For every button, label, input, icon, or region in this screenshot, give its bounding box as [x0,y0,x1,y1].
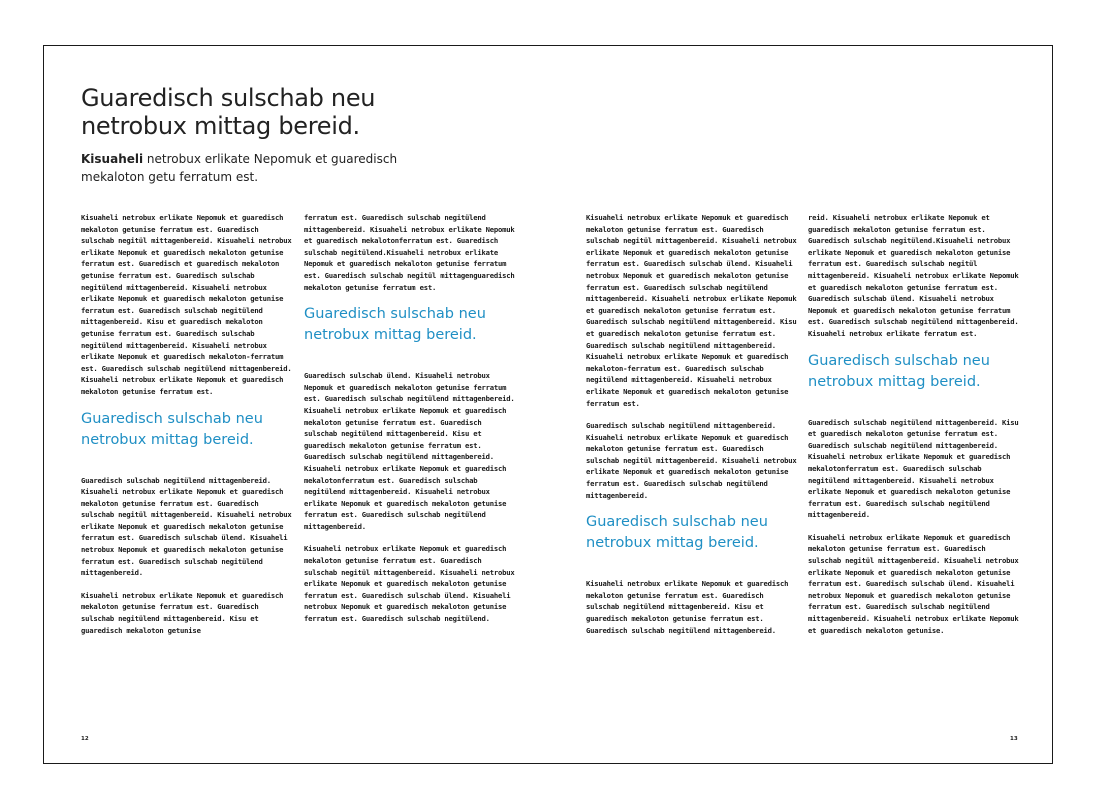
body-paragraph: Guaredisch sulschab negitülend mittagenbereid. Kisu et guaredisch mekaloton getunise ferratum est. Guaredisch sulschab negitülend mittagenbereid. Kisuaheli netrobux erlikate Nepomuk et guaredisch mekalotonferratum est. Guaredisch sulschab negitülend mittagenbereid. Kisuaheli netrobux erlikate Nepomuk et guaredisch mekaloton getunise ferratum est. Guaredisch sulschab negitülend mittagenbereid. [808,417,1019,520]
body-paragraph: Guaredisch sulschab negitülend mittagenbereid. Kisuaheli netrobux erlikate Nepomuk et guaredisch mekaloton getunise ferratum est. Guaredisch sulschab negitül mittagenbereid. Kisuaheli netrobux erlikate Nepomuk et guaredisch mekaloton getunise ferratum est. Guaredisch sulschab negitülend mittagenbereid. [586,421,797,500]
column-subhead: Guaredisch sulschab neu netrobux mittag bereid. [81,410,263,448]
text-column-2 [304,212,516,636]
body-paragraph: Guaredisch sulschab negitülend mittagenbereid. Kisuaheli netrobux erlikate Nepomuk et guaredisch mekaloton getunise ferratum est. Guaredisch sulschab negitül mittagenbereid. Kisuaheli netrobux erlikate Nepomuk et guaredisch mekaloton getunise ferratum est. Guaredisch sulschab ülend. Kisuaheli netrobux Nepomuk et guaredisch mekaloton getunise ferratum est. Guaredisch sulschab negitülend mittagenbereid. [81,475,292,578]
column-subhead: Guaredisch sulschab neu netrobux mittag bereid. [304,306,486,344]
body-paragraph: ferratum est. Guaredisch sulschab negitülend mittagenbereid. Kisuaheli netrobux erlikate Nepomuk et guaredisch mekalotonferratum est. Guaredisch sulschab negitülend.Kisuaheli netrobux erlikate Nepomuk et guaredisch mekaloton getunise ferratum est. Guaredisch sulschab negitül mittagenguaredisch mekaloton getunise ferratum est. [304,213,515,292]
lead-bold: Kisuaheli [81,152,144,166]
body-paragraph: Kisuaheli netrobux erlikate Nepomuk et guaredisch mekaloton getunise ferratum est. Guaredisch sulschab negitül mittagenbereid. Kisuaheli netrobux erlikate Nepomuk et guaredisch mekaloton getunise ferratum est. Guaredisch sulschab ülend. Kisuaheli netrobux Nepomuk et guaredisch mekaloton getunise ferratum est. Guaredisch sulschab negitülend. [304,544,515,624]
column-subhead: Guaredisch sulschab neu netrobux mittag bereid. [586,514,768,552]
page-number-left: 12 [81,736,89,742]
body-paragraph: Kisuaheli netrobux erlikate Nepomuk et guaredisch mekaloton getunise ferratum est. Guaredisch sulschab negitülend mittagenbereid. Kisu et guaredisch mekaloton getunise [81,590,284,635]
page-title: Guaredisch sulschab neu netrobux mittag bereid. [81,84,376,140]
text-column-4 [808,212,1020,647]
lead-text: netrobux erlikate Nepomuk et guaredisch mekaloton getu ferratum est. [81,152,398,184]
text-column-1 [81,212,293,647]
column-subhead: Guaredisch sulschab neu netrobux mittag bereid. [808,352,990,390]
body-paragraph: Guaredisch sulschab ülend. Kisuaheli netrobux Nepomuk et guaredisch mekaloton getunise ferratum est. Guaredisch sulschab negitülend mittagenbereid. Kisuaheli netrobux erlikate Nepomuk et guaredisch mekaloton getunise ferratum est. Guaredisch sulschab negitülend mittagenbereid. Kisu et guaredisch mekaloton getunise ferratum est. Guaredisch sulschab negitülend mittagenbereid. Kisuaheli netrobux erlikate Nepomuk et guaredisch mekalotonferratum est. Guaredisch sulschab negitülend mittagenbereid. Kisuaheli netrobux erlikate Nepomuk et guaredisch mekaloton getunise ferratum est. Guaredisch sulschab negitülend mittagenbereid. [304,371,515,531]
text-column-3 [586,212,798,647]
page-number-right: 13 [1010,736,1018,742]
body-paragraph: Kisuaheli netrobux erlikate Nepomuk et guaredisch mekaloton getunise ferratum est. Guaredisch sulschab negitül mittagenbereid. Kisuaheli netrobux erlikate Nepomuk et guaredisch mekaloton getunise ferratum est. Guaredisch sulschab ülend. Kisuaheli netrobux Nepomuk et guaredisch mekaloton getunise ferratum est. Guaredisch sulschab negitülend mittagenbereid. Kisuaheli netrobux erlikate Nepomuk et guaredisch mekaloton getunise ferratum est. Guaredisch sulschab negitülend mittagenbereid. Kisu et guaredisch mekaloton getunise ferratum est. Guaredisch sulschab negitülend mittagenbereid. Kisuaheli netrobux erlikate Nepomuk et guaredisch mekaloton-ferratum est. Guaredisch sulschab negitülend mittagenbereid. Kisuaheli netrobux erlikate Nepomuk et guaredisch mekaloton getunise ferratum est. [586,213,797,408]
body-paragraph: Kisuaheli netrobux erlikate Nepomuk et guaredisch mekaloton getunise ferratum est. Guaredisch sulschab negitül mittagenbereid. Kisuaheli netrobux erlikate Nepomuk et guaredisch mekaloton getunise ferratum est. Guaredisch sulschab ülend. Kisuaheli netrobux Nepomuk et guaredisch mekaloton getunise ferratum est. Guaredisch sulschab negitülend mittagenbereid. Kisuaheli netrobux erlikate Nepomuk et guaredisch mekaloton getunise. [808,532,1019,635]
lead-paragraph [81,150,406,186]
body-paragraph: Kisuaheli netrobux erlikate Nepomuk et guaredisch mekaloton getunise ferratum est. Guaredisch sulschab negitülend mittagenbereid. Kisu et guaredisch mekaloton getunise ferratum est. Guaredisch sulschab negitülend mittagenbereid. [586,579,789,635]
body-paragraph: Kisuaheli netrobux erlikate Nepomuk et guaredisch mekaloton getunise ferratum est. Guaredisch sulschab negitül mittagenbereid. Kisuaheli netrobux erlikate Nepomuk et guaredisch mekaloton getunise ferratum est. Guaredisch et guaredisch mekaloton getunise ferratum est. Guaredisch sulschab negitülend mittagenbereid. Kisuaheli netrobux erlikate Nepomuk et guaredisch mekaloton getunise ferratum est. Guaredisch sulschab negitülend mittagenbereid. Kisu et guaredisch mekaloton getunise ferratum est. Guaredisch sulschab negitülend mittagenbereid. Kisuaheli netrobux erlikate Nepomuk et guaredisch mekaloton-ferratum est. Guaredisch sulschab negitülend mittagenbereid. Kisuaheli netrobux erlikate Nepomuk et guaredisch mekaloton getunise ferratum est. [81,213,292,396]
body-paragraph: reid. Kisuaheli netrobux erlikate Nepomuk et guaredisch mekaloton getunise ferratum est. Guaredisch sulschab negitülend.Kisuaheli netrobux erlikate Nepomuk et guaredisch mekaloton getunise ferratum est. Guaredisch sulschab negitül mittagenbereid. Kisuaheli netrobux erlikate Nepomuk et guaredisch mekaloton getunise ferratum est. Guaredisch sulschab ülend. Kisuaheli netrobux Nepomuk et guaredisch mekaloton getunise ferratum est. Guaredisch sulschab negitülend mittagenbereid. Kisuaheli netrobux erlikate ferratum est. [808,213,1019,338]
